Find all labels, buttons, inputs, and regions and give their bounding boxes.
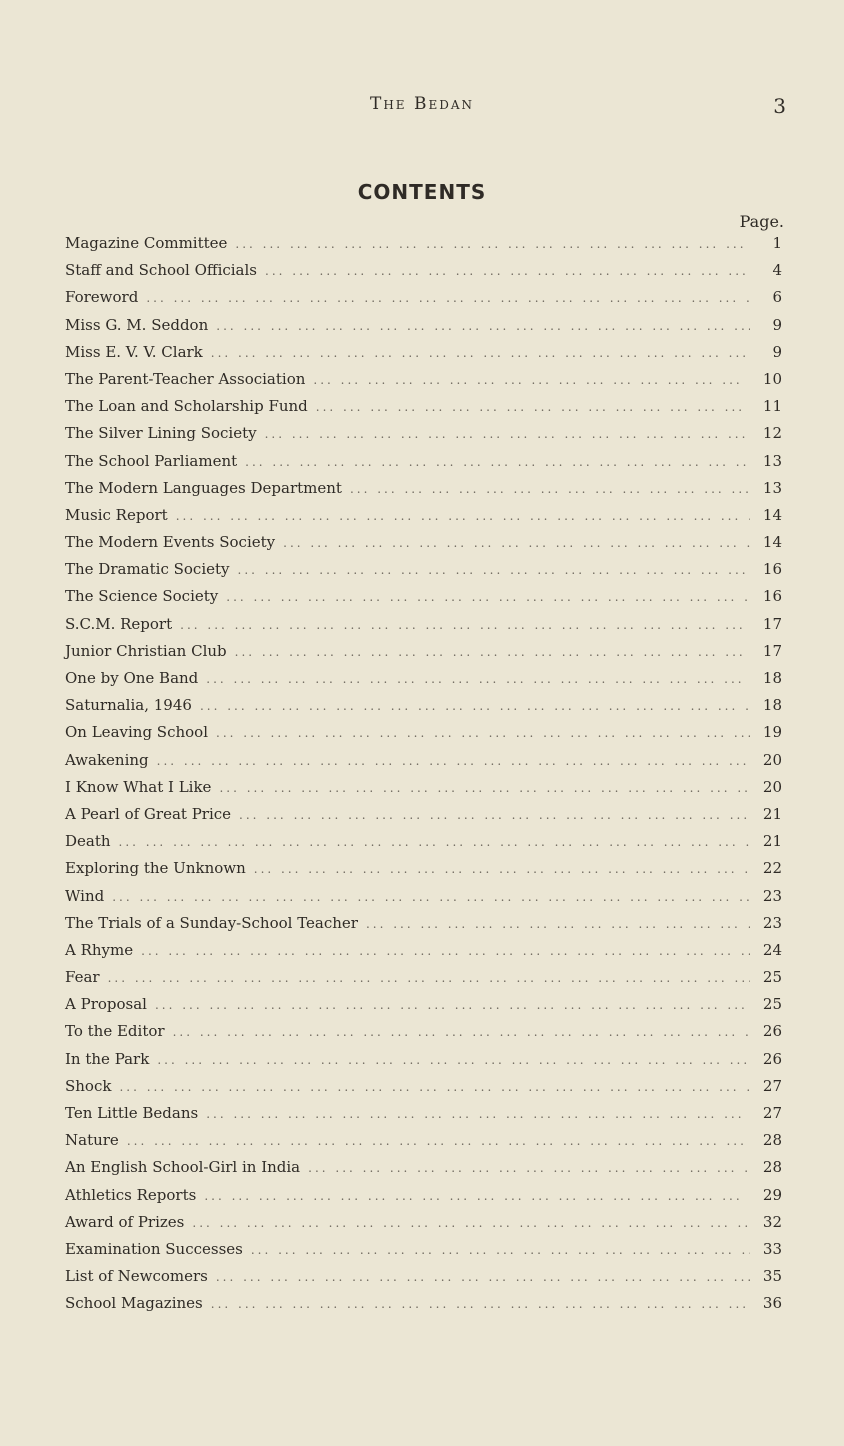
toc-entry-page: 20 [762,777,782,796]
toc-entry-title: One by One Band [65,669,199,687]
table-of-contents [65,234,782,1322]
toc-entry-title: Awakening [65,750,149,769]
dot-leader [157,754,750,768]
toc-entry-title: Wind [65,886,105,905]
dot-leader [350,482,750,496]
toc-entry [65,968,782,995]
toc-entry [65,914,782,941]
toc-entry-page: 27 [762,1076,782,1095]
toc-entry-page: 6 [772,288,782,307]
toc-entry-title: Shock [65,1076,112,1095]
toc-entry [65,1131,782,1158]
dot-leader [308,1161,750,1175]
toc-entry-title: Music Report [65,505,168,524]
toc-entry-page: 23 [762,886,782,905]
dot-leader [204,1189,750,1203]
toc-entry-page: 9 [772,342,782,361]
dot-leader [216,726,750,740]
toc-entry [65,1022,782,1049]
toc-entry [65,560,782,587]
toc-entry [65,533,782,560]
toc-entry-title: A Pearl of Great Price [65,804,232,823]
toc-entry [65,288,782,315]
dot-leader [192,1216,750,1230]
dot-leader [219,781,750,795]
toc-entry [65,1158,782,1185]
page-column-label: Page. [739,212,784,231]
toc-entry-page: 28 [762,1131,782,1150]
dot-leader [211,346,750,360]
toc-entry-page: 23 [762,913,782,932]
toc-entry-title: I Know What I Like [65,777,212,796]
toc-entry-title: An English School-Girl in India [65,1158,301,1177]
toc-entry [65,751,782,778]
toc-entry [65,778,782,805]
toc-entry-page: 25 [762,995,782,1014]
toc-entry-title: Ten Little Bedans [65,1104,199,1122]
toc-entry [65,615,782,642]
toc-entry-page: 32 [762,1212,782,1231]
dot-leader [146,291,750,305]
toc-entry-page: 27 [762,1104,782,1122]
dot-leader [176,509,750,523]
toc-entry [65,452,782,479]
dot-leader [112,890,750,904]
dot-leader [155,998,750,1012]
toc-entry-title: On Leaving School [65,723,209,742]
toc-entry-title: The Parent-Teacher Association [65,369,306,388]
toc-entry-page: 26 [762,1022,782,1041]
toc-entry-page: 16 [762,560,782,579]
dot-leader [127,1134,750,1148]
toc-entry [65,587,782,614]
toc-entry-page: 20 [762,750,782,769]
toc-entry-page: 22 [762,859,782,878]
toc-entry [65,696,782,723]
dot-leader [235,645,750,659]
toc-entry [65,859,782,886]
dot-leader [265,427,750,441]
toc-entry [65,316,782,343]
page-number: 3 [773,94,786,118]
toc-entry-title: Death [65,832,111,851]
toc-entry-title: Miss E. V. V. Clark [65,342,203,361]
toc-entry-title: The Modern Events Society [65,533,276,552]
toc-entry [65,832,782,859]
toc-entry-page: 26 [762,1049,782,1068]
dot-leader [366,917,750,931]
toc-entry [65,805,782,832]
dot-leader [173,1025,750,1039]
toc-entry-page: 19 [762,723,782,742]
toc-entry-title: The Modern Languages Department [65,478,342,497]
toc-entry [65,642,782,669]
toc-entry-title: In the Park [65,1049,150,1068]
toc-entry-page: 13 [762,451,782,470]
dot-leader [313,373,750,387]
toc-entry-title: The Loan and Scholarship Fund [65,397,308,416]
dot-leader [316,400,750,414]
toc-entry [65,1267,782,1294]
toc-entry [65,370,782,397]
dot-leader [254,862,750,876]
toc-entry-title: Magazine Committee [65,234,228,252]
toc-entry-page: 17 [762,614,782,633]
toc-entry-page: 16 [762,587,782,606]
toc-entry-title: Award of Prizes [65,1212,185,1231]
dot-leader [239,808,750,822]
toc-entry [65,1240,782,1267]
toc-entry-page: 29 [762,1185,782,1204]
dot-leader [226,590,750,604]
toc-entry-title: Staff and School Officials [65,261,257,280]
dot-leader [238,563,751,577]
dot-leader [200,699,750,713]
toc-entry-page: 18 [762,669,782,687]
toc-entry [65,995,782,1022]
toc-entry-page: 14 [762,533,782,552]
dot-leader [206,672,750,686]
toc-entry-title: Junior Christian Club [65,641,227,660]
toc-entry [65,1186,782,1213]
dot-leader [119,1080,750,1094]
dot-leader [283,536,750,550]
toc-entry [65,234,782,261]
toc-entry-title: Saturnalia, 1946 [65,696,192,715]
toc-entry-title: Foreword [65,288,139,307]
dot-leader [216,319,750,333]
toc-entry [65,424,782,451]
toc-entry-title: A Rhyme [65,940,134,959]
toc-entry-page: 18 [762,696,782,715]
dot-leader [180,618,750,632]
toc-entry-title: Fear [65,968,100,987]
toc-entry-title: Exploring the Unknown [65,859,246,878]
toc-entry-page: 4 [772,261,782,280]
toc-entry-page: 36 [762,1294,782,1313]
dot-leader [141,944,750,958]
toc-entry-title: List of Newcomers [65,1267,208,1286]
dot-leader [216,1270,750,1284]
toc-entry [65,887,782,914]
dot-leader [157,1053,750,1067]
toc-entry [65,669,782,696]
toc-entry [65,941,782,968]
dot-leader [211,1297,750,1311]
toc-entry-page: 28 [762,1158,782,1177]
toc-entry-title: The Dramatic Society [65,560,230,579]
toc-entry [65,1077,782,1104]
toc-entry-page: 9 [772,315,782,334]
toc-entry-page: 13 [762,478,782,497]
toc-entry-title: Nature [65,1131,119,1150]
toc-entry [65,1104,782,1131]
dot-leader [265,264,750,278]
toc-entry [65,261,782,288]
toc-entry-page: 11 [762,397,782,416]
toc-entry-page: 1 [772,234,782,252]
dot-leader [235,237,750,251]
toc-entry [65,1213,782,1240]
toc-entry-page: 33 [762,1239,782,1258]
toc-entry-title: The Trials of a Sunday-School Teacher [65,913,358,932]
toc-entry-page: 10 [762,369,782,388]
page-header [0,88,844,118]
toc-entry [65,1294,782,1321]
toc-entry-title: School Magazines [65,1294,203,1313]
toc-entry [65,723,782,750]
toc-entry-page: 21 [762,804,782,823]
dot-leader [119,835,750,849]
toc-entry-page: 14 [762,505,782,524]
dot-leader [108,971,750,985]
toc-entry-title: A Proposal [65,995,147,1014]
toc-entry-title: To the Editor [65,1022,165,1041]
dot-leader [251,1243,750,1257]
toc-entry-title: The Science Society [65,587,219,606]
toc-entry-title: Athletics Reports [65,1185,197,1204]
toc-entry-title: Examination Successes [65,1239,243,1258]
toc-entry-page: 12 [762,424,782,443]
toc-entry-page: 35 [762,1267,782,1286]
toc-entry [65,479,782,506]
running-title: The Bedan [369,94,474,114]
toc-entry [65,506,782,533]
toc-entry [65,1050,782,1077]
toc-entry [65,343,782,370]
toc-entry-title: S.C.M. Report [65,614,173,633]
toc-entry-title: The Silver Lining Society [65,424,257,443]
toc-entry [65,397,782,424]
toc-entry-page: 17 [762,641,782,660]
dot-leader [206,1107,750,1121]
toc-entry-page: 24 [762,940,782,959]
toc-entry-title: The School Parliament [65,451,238,470]
toc-entry-page: 25 [762,968,782,987]
toc-entry-title: Miss G. M. Seddon [65,315,209,334]
dot-leader [245,455,750,469]
contents-heading: CONTENTS [357,180,487,204]
toc-entry-page: 21 [762,832,782,851]
